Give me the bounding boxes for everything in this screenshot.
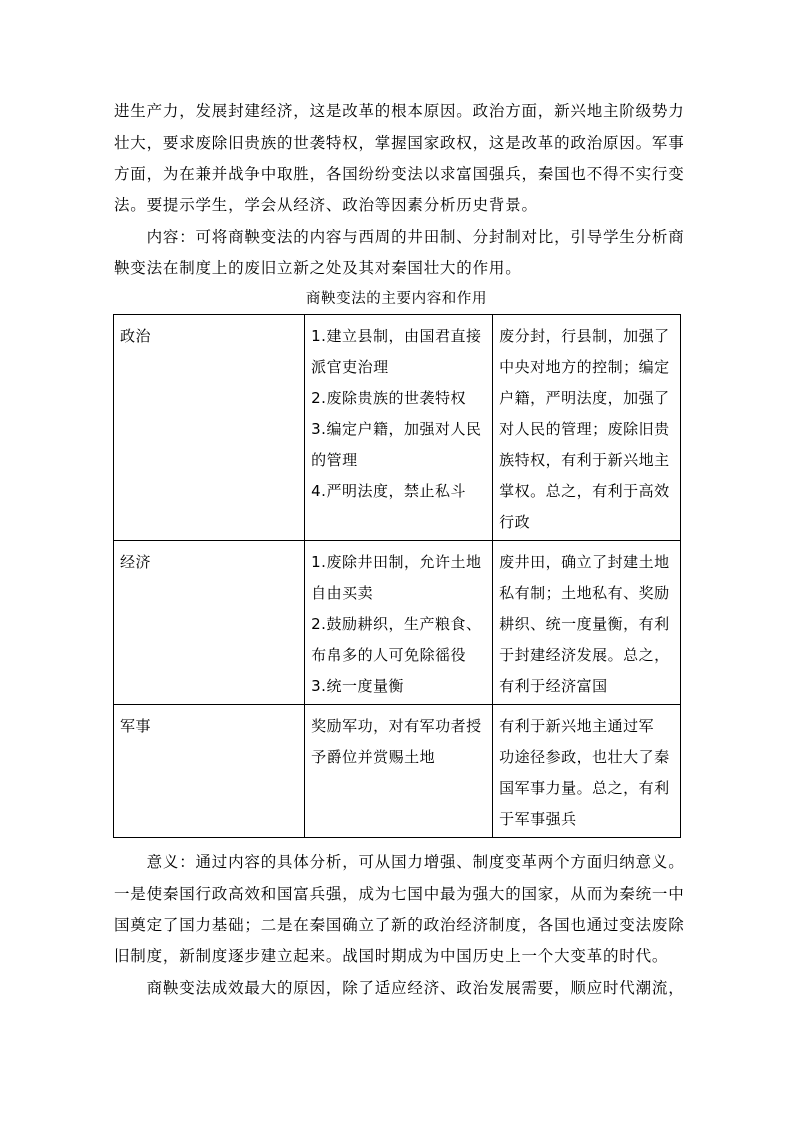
table-caption: 商鞅变法的主要内容和作用 (305, 291, 488, 307)
details-cell: 1.废除井田制，允许土地 自由买卖 2.鼓励耕织，生产粮食、 布帛多的人可免除徭役 3.统一度量衡 (305, 541, 493, 705)
category-cell: 经济 (114, 541, 305, 705)
intro-line-4: 法。要提示学生，学会从经济、政治等因素分析历史背景。 (114, 196, 538, 214)
details-cell: 1.建立县制，由国君直接 派官吏治理 2.废除贵族的世袭特权 3.编定户籍，加强对人民 的管理 4.严明法度，禁止私斗 (305, 315, 493, 541)
significance-line-2: 一是使秦国行政高效和国富兵强，成为七国中最为强大的国家，从而为秦统一中 (114, 885, 685, 903)
significance-line-4: 旧制度，新制度逐步建立起来。战国时期成为中国历史上一个大变革的时代。 (114, 947, 669, 965)
table-row-military (114, 705, 681, 838)
intro-line-3: 方面，为在兼并战争中取胜，各国纷纷变法以求富国强兵，秦国也不得不实行变 (114, 165, 685, 183)
table-row-politics (114, 315, 681, 541)
significance-line-3: 国奠定了国力基础；二是在秦国确立了新的政治经济制度，各国也通过变法废除 (114, 916, 685, 934)
content-line-1: 内容：可将商鞅变法的内容与西周的井田制、分封制对比，引导学生分析商 (114, 228, 685, 246)
significance-line-1: 意义：通过内容的具体分析，可从国力增强、制度变革两个方面归纳意义。 (114, 853, 685, 871)
effect-cell: 废井田，确立了封建土地 私有制；土地私有、奖励 耕织、统一度量衡，有利 于封建经济发展。总之， 有利于经济富国 (493, 541, 681, 705)
table-row-economy (114, 541, 681, 705)
significance-line-5: 商鞅变法成效最大的原因，除了适应经济、政治发展需要，顺应时代潮流， (114, 979, 685, 997)
content-line-2: 鞅变法在制度上的废旧立新之处及其对秦国壮大的作用。 (114, 259, 522, 277)
effect-cell: 有利于新兴地主通过军 功途径参政，也壮大了秦 国军事力量。总之，有利 于军事强兵 (493, 705, 681, 838)
effect-cell: 废分封，行县制，加强了 中央对地方的控制；编定 户籍，严明法度，加强了 对人民的管理；废除旧贵 族特权，有利于新兴地主 掌权。总之，有利于高效 行政 (493, 315, 681, 541)
details-cell: 奖励军功，对有军功者授 予爵位并赏赐土地 (305, 705, 493, 838)
intro-line-1: 进生产力，发展封建经济，这是改革的根本原因。政治方面，新兴地主阶级势力 (114, 102, 685, 120)
reform-content-table (113, 314, 681, 838)
intro-line-2: 壮大，要求废除旧贵族的世袭特权，掌握国家政权，这是改革的政治原因。军事 (114, 134, 685, 152)
category-cell: 政治 (114, 315, 305, 541)
category-cell: 军事 (114, 705, 305, 838)
